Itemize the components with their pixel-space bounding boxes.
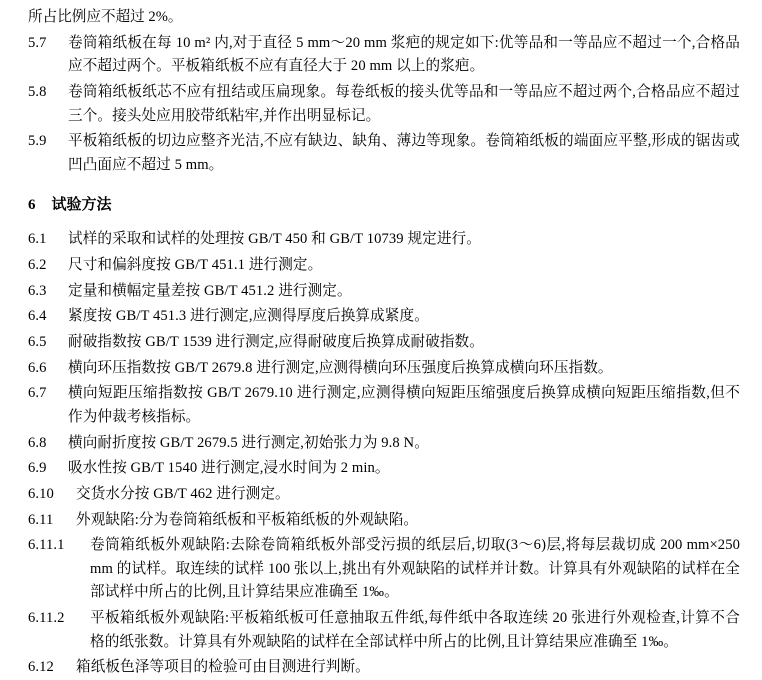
clause-6-7	[28, 382, 740, 429]
clause-6-8	[28, 432, 740, 456]
clause-text: 外观缺陷:分为卷筒箱纸板和平板箱纸板的外观缺陷。	[76, 511, 419, 528]
clause-6-4	[28, 305, 740, 329]
clause-text: 卷筒箱纸板纸芯不应有扭结或压扁现象。每卷纸板的接头优等品和一等品应不超过两个,合格品应不超过三个。接头处应用胶带纸粘牢,并作出明显标记。	[68, 83, 740, 124]
clause-number: 5.7	[28, 34, 47, 51]
clause-text: 平板箱纸板的切边应整齐光洁,不应有缺边、缺角、薄边等现象。卷筒箱纸板的端面应平整,形成的锯齿或凹凸面应不超过 5 mm。	[68, 133, 740, 173]
clause-number: 6.9	[28, 460, 47, 477]
clause-6-1	[28, 228, 740, 252]
clause-6-10	[28, 483, 740, 507]
clause-6-3	[28, 280, 740, 304]
clause-number: 6.3	[28, 282, 47, 299]
clause-text: 交货水分按 GB/T 462 进行测定。	[76, 485, 290, 502]
clause-text: 卷筒箱纸板外观缺陷:去除卷筒箱纸板外部受污损的纸层后,切取(3～6)层,将每层裁切成 200 mm×250 mm 的试样。取连续的试样 100 张以上,挑出有外观缺陷的试样并计数。计算具有外观缺陷的试样在全部试样中所占的比例,且计算结果应准确至 1‰。	[90, 537, 740, 601]
clause-text: 箱纸板色泽等项目的检验可由目测进行判断。	[76, 659, 370, 676]
clause-text: 平板箱纸板外观缺陷:平板箱纸板可任意抽取五件纸,每件纸中各取连续 20 张进行外观检查,计算不合格的纸张数。计算具有外观缺陷的试样在全部试样中所占的比例,且计算结果应准确至 1‰。	[90, 610, 740, 650]
section-number: 6	[28, 197, 36, 214]
clause-6-11	[28, 509, 740, 533]
clause-number: 6.11.2	[28, 610, 65, 627]
clause-6-11-2	[28, 607, 740, 654]
clause-6-9	[28, 457, 740, 481]
clause-text: 横向耐折度按 GB/T 2679.5 进行测定,初始张力为 9.8 N。	[68, 434, 429, 451]
clause-number: 6.4	[28, 308, 47, 325]
clause-6-11-1	[28, 534, 740, 605]
clause-number: 5.9	[28, 133, 47, 150]
clause-text: 横向短距压缩指数按 GB/T 2679.10 进行测定,应测得横向短距压缩强度后换算成横向短距压缩指数,但不作为仲裁考核指标。	[68, 385, 740, 425]
clause-number: 6.8	[28, 434, 47, 451]
clause-number: 6.11.1	[28, 537, 65, 554]
clause-number: 6.11	[28, 511, 54, 528]
clause-text: 横向环压指数按 GB/T 2679.8 进行测定,应测得横向环压强度后换算成横向环压指数。	[68, 359, 613, 376]
clause-text: 卷筒箱纸板在每 10 m² 内,对于直径 5 mm～20 mm 浆疤的规定如下:优等品和一等品应不超过一个,合格品应不超过两个。平板箱纸板不应有直径大于 20 mm 以上的浆疤。	[68, 34, 740, 75]
section-heading	[28, 193, 740, 214]
clause-6-6	[28, 357, 740, 381]
clause-number: 6.6	[28, 359, 47, 376]
clause-6-2	[28, 254, 740, 278]
clause-text: 紧度按 GB/T 451.3 进行测定,应测得厚度后换算成紧度。	[68, 308, 429, 325]
clause-5-8	[28, 81, 740, 128]
clause-number: 5.8	[28, 83, 47, 100]
intro-paragraph: 所占比例应不超过 2%。	[28, 9, 183, 25]
clause-number: 6.7	[28, 385, 47, 402]
clause-number: 6.2	[28, 257, 47, 274]
clause-text: 吸水性按 GB/T 1540 进行测定,浸水时间为 2 min。	[68, 460, 390, 477]
clause-text: 耐破指数按 GB/T 1539 进行测定,应得耐破度后换算成耐破指数。	[68, 334, 484, 351]
clause-text: 尺寸和偏斜度按 GB/T 451.1 进行测定。	[68, 257, 323, 274]
clause-5-9	[28, 130, 740, 177]
clause-5-7	[28, 32, 740, 79]
clause-number: 6.1	[28, 231, 47, 248]
clause-text: 定量和横幅定量差按 GB/T 451.2 进行测定。	[68, 282, 352, 299]
clause-number: 6.10	[28, 485, 54, 502]
clause-number: 6.5	[28, 334, 47, 351]
clause-number: 6.12	[28, 659, 54, 676]
clause-6-5	[28, 331, 740, 355]
section-title: 试验方法	[51, 197, 112, 214]
clause-text: 试样的采取和试样的处理按 GB/T 450 和 GB/T 10739 规定进行。	[68, 231, 481, 248]
clause-6-12	[28, 656, 740, 680]
